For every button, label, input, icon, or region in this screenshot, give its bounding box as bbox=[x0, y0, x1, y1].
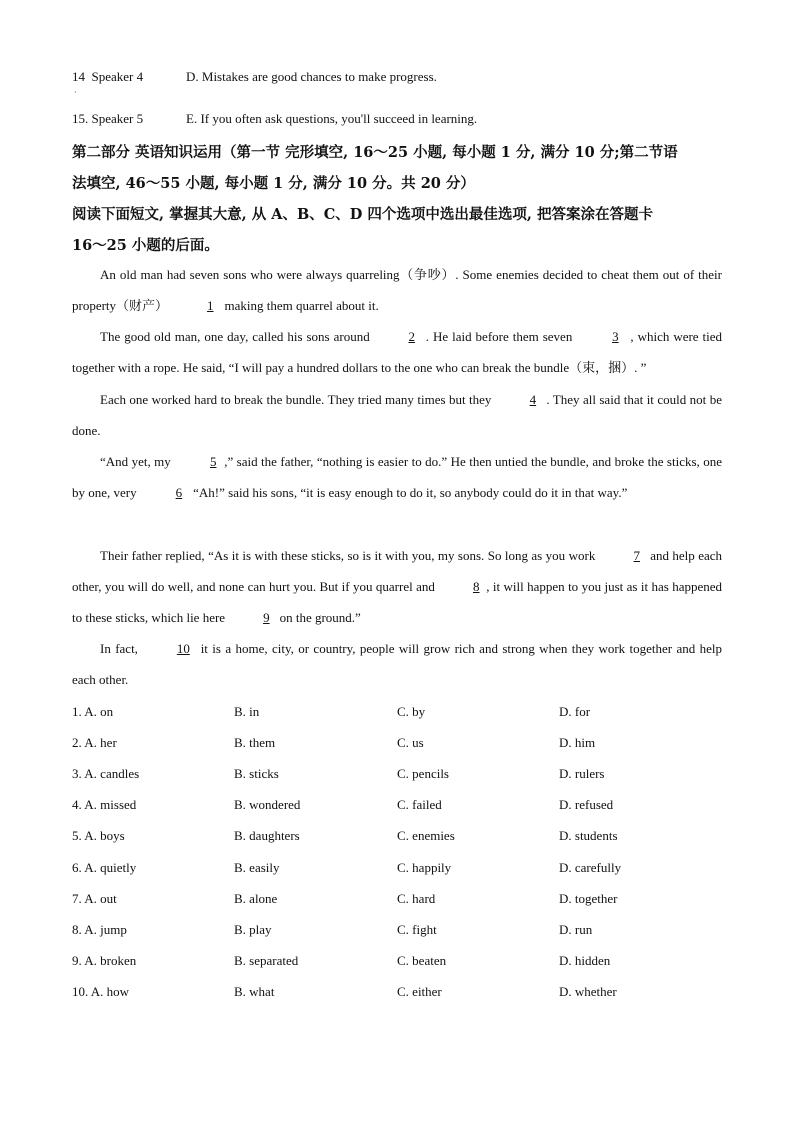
option-c: C. fight bbox=[397, 922, 437, 937]
option-b: B. sticks bbox=[234, 766, 279, 781]
section-heading-line2: 法填空, 46～55 小题, 每小题 1 分, 满分 10 分。共 20 分） bbox=[72, 175, 475, 192]
option-b: B. easily bbox=[234, 860, 280, 875]
passage-paragraph-1: An old man had seven sons who were always quarreling（争吵）. Some enemies decided to cheat them out of their property（财产） 1 making them quarrel about it. bbox=[72, 259, 722, 321]
option-a: 2. A. her bbox=[72, 735, 117, 750]
blank-4: 4 bbox=[529, 392, 537, 407]
option-b: B. daughters bbox=[234, 828, 300, 843]
listening-item-15 bbox=[72, 111, 477, 127]
option-a: 1. A. on bbox=[72, 704, 114, 719]
option-c: C. enemies bbox=[397, 828, 455, 843]
option-a: 10. A. how bbox=[72, 984, 130, 999]
option-c: C. by bbox=[397, 704, 426, 719]
passage-paragraph-6: In fact, 10 it is a home, city, or country, people will grow rich and strong when they work together and help each other. bbox=[72, 633, 722, 695]
blank-8: 8 bbox=[473, 579, 480, 594]
blank-6: 6 bbox=[175, 485, 183, 500]
blank-2: 2 bbox=[408, 329, 415, 344]
option-d: D. carefully bbox=[559, 860, 622, 875]
option-d: D. run bbox=[559, 922, 593, 937]
listening-item-speaker: 14 Speaker 4 bbox=[72, 69, 144, 84]
option-d: D. whether bbox=[559, 984, 617, 999]
listening-item-statement: D. Mistakes are good chances to make progress. bbox=[186, 69, 437, 84]
option-c: C. pencils bbox=[397, 766, 449, 781]
option-a: 8. A. jump bbox=[72, 922, 127, 937]
option-row-5 bbox=[72, 828, 722, 848]
option-a: 4. A. missed bbox=[72, 797, 137, 812]
option-a: 6. A. quietly bbox=[72, 860, 137, 875]
listening-item-14 bbox=[72, 69, 437, 85]
option-b: B. in bbox=[234, 704, 260, 719]
passage-paragraph-5: Their father replied, “As it is with these sticks, so is it with you, my sons. So long as you work 7 and help each other, you will do well, and none can hurt you. But if you quarrel and 8 , it will happen to you just as it has happened to these sticks, which lie here 9 on the ground.” bbox=[72, 540, 722, 633]
option-a: 9. A. broken bbox=[72, 953, 137, 968]
option-d: D. together bbox=[559, 891, 618, 906]
option-b: B. what bbox=[234, 984, 275, 999]
option-row-9 bbox=[72, 953, 722, 973]
option-row-10 bbox=[72, 984, 722, 1004]
option-c: C. either bbox=[397, 984, 442, 999]
option-c: C. beaten bbox=[397, 953, 447, 968]
blank-9: 9 bbox=[263, 610, 270, 625]
blank-5: 5 bbox=[209, 454, 217, 469]
option-d: D. rulers bbox=[559, 766, 605, 781]
option-a: 3. A. candles bbox=[72, 766, 140, 781]
option-c: C. happily bbox=[397, 860, 452, 875]
option-d: D. students bbox=[559, 828, 618, 843]
blank-10: 10 bbox=[176, 641, 190, 656]
blank-3: 3 bbox=[612, 329, 619, 344]
option-d: D. hidden bbox=[559, 953, 611, 968]
option-c: C. failed bbox=[397, 797, 442, 812]
option-b: B. alone bbox=[234, 891, 278, 906]
option-b: B. them bbox=[234, 735, 276, 750]
option-row-1 bbox=[72, 704, 722, 724]
passage-paragraph-3: Each one worked hard to break the bundle. They tried many times but they 4 . They all said that it could not be done. bbox=[72, 384, 722, 446]
instructions-line1: 阅读下面短文, 掌握其大意, 从 A、B、C、D 四个选项中选出最佳选项, 把答案涂在答题卡 bbox=[72, 206, 654, 223]
passage-paragraph-2: The good old man, one day, called his sons around 2 . He laid before them seven 3 , which were tied together with a rope. He said, “I will pay a hundred dollars to the one who can break the bundle（束，捆）. ” bbox=[72, 321, 722, 383]
option-b: B. separated bbox=[234, 953, 299, 968]
blank-1: 1 bbox=[207, 298, 214, 313]
option-c: C. hard bbox=[397, 891, 436, 906]
option-row-4 bbox=[72, 797, 722, 817]
option-row-2 bbox=[72, 735, 722, 755]
option-row-7 bbox=[72, 891, 722, 911]
blank-7: 7 bbox=[633, 548, 641, 563]
option-b: B. play bbox=[234, 922, 272, 937]
passage-paragraph-4: “And yet, my 5 ,” said the father, “nothing is easier to do.” He then untied the bundle, and broke the sticks, one by one, very 6 “Ah!” said his sons, “it is easy enough to do it, so anybody could do it in that way.” bbox=[72, 446, 722, 508]
instructions-line2: 16～25 小题的后面。 bbox=[72, 237, 219, 254]
decorative-dot: · bbox=[74, 88, 77, 97]
listening-item-speaker: 15. Speaker 5 bbox=[72, 111, 144, 126]
listening-item-statement: E. If you often ask questions, you'll succeed in learning. bbox=[186, 111, 478, 126]
option-b: B. wondered bbox=[234, 797, 301, 812]
section-heading-line1: 第二部分 英语知识运用（第一节 完形填空, 16～25 小题, 每小题 1 分, 满分 10 分;第二节语 bbox=[72, 144, 678, 161]
option-d: D. him bbox=[559, 735, 596, 750]
option-c: C. us bbox=[397, 735, 424, 750]
option-row-3 bbox=[72, 766, 722, 786]
option-a: 5. A. boys bbox=[72, 828, 125, 843]
option-d: D. for bbox=[559, 704, 591, 719]
option-d: D. refused bbox=[559, 797, 614, 812]
option-row-6 bbox=[72, 860, 722, 880]
option-a: 7. A. out bbox=[72, 891, 117, 906]
option-row-8 bbox=[72, 922, 722, 942]
